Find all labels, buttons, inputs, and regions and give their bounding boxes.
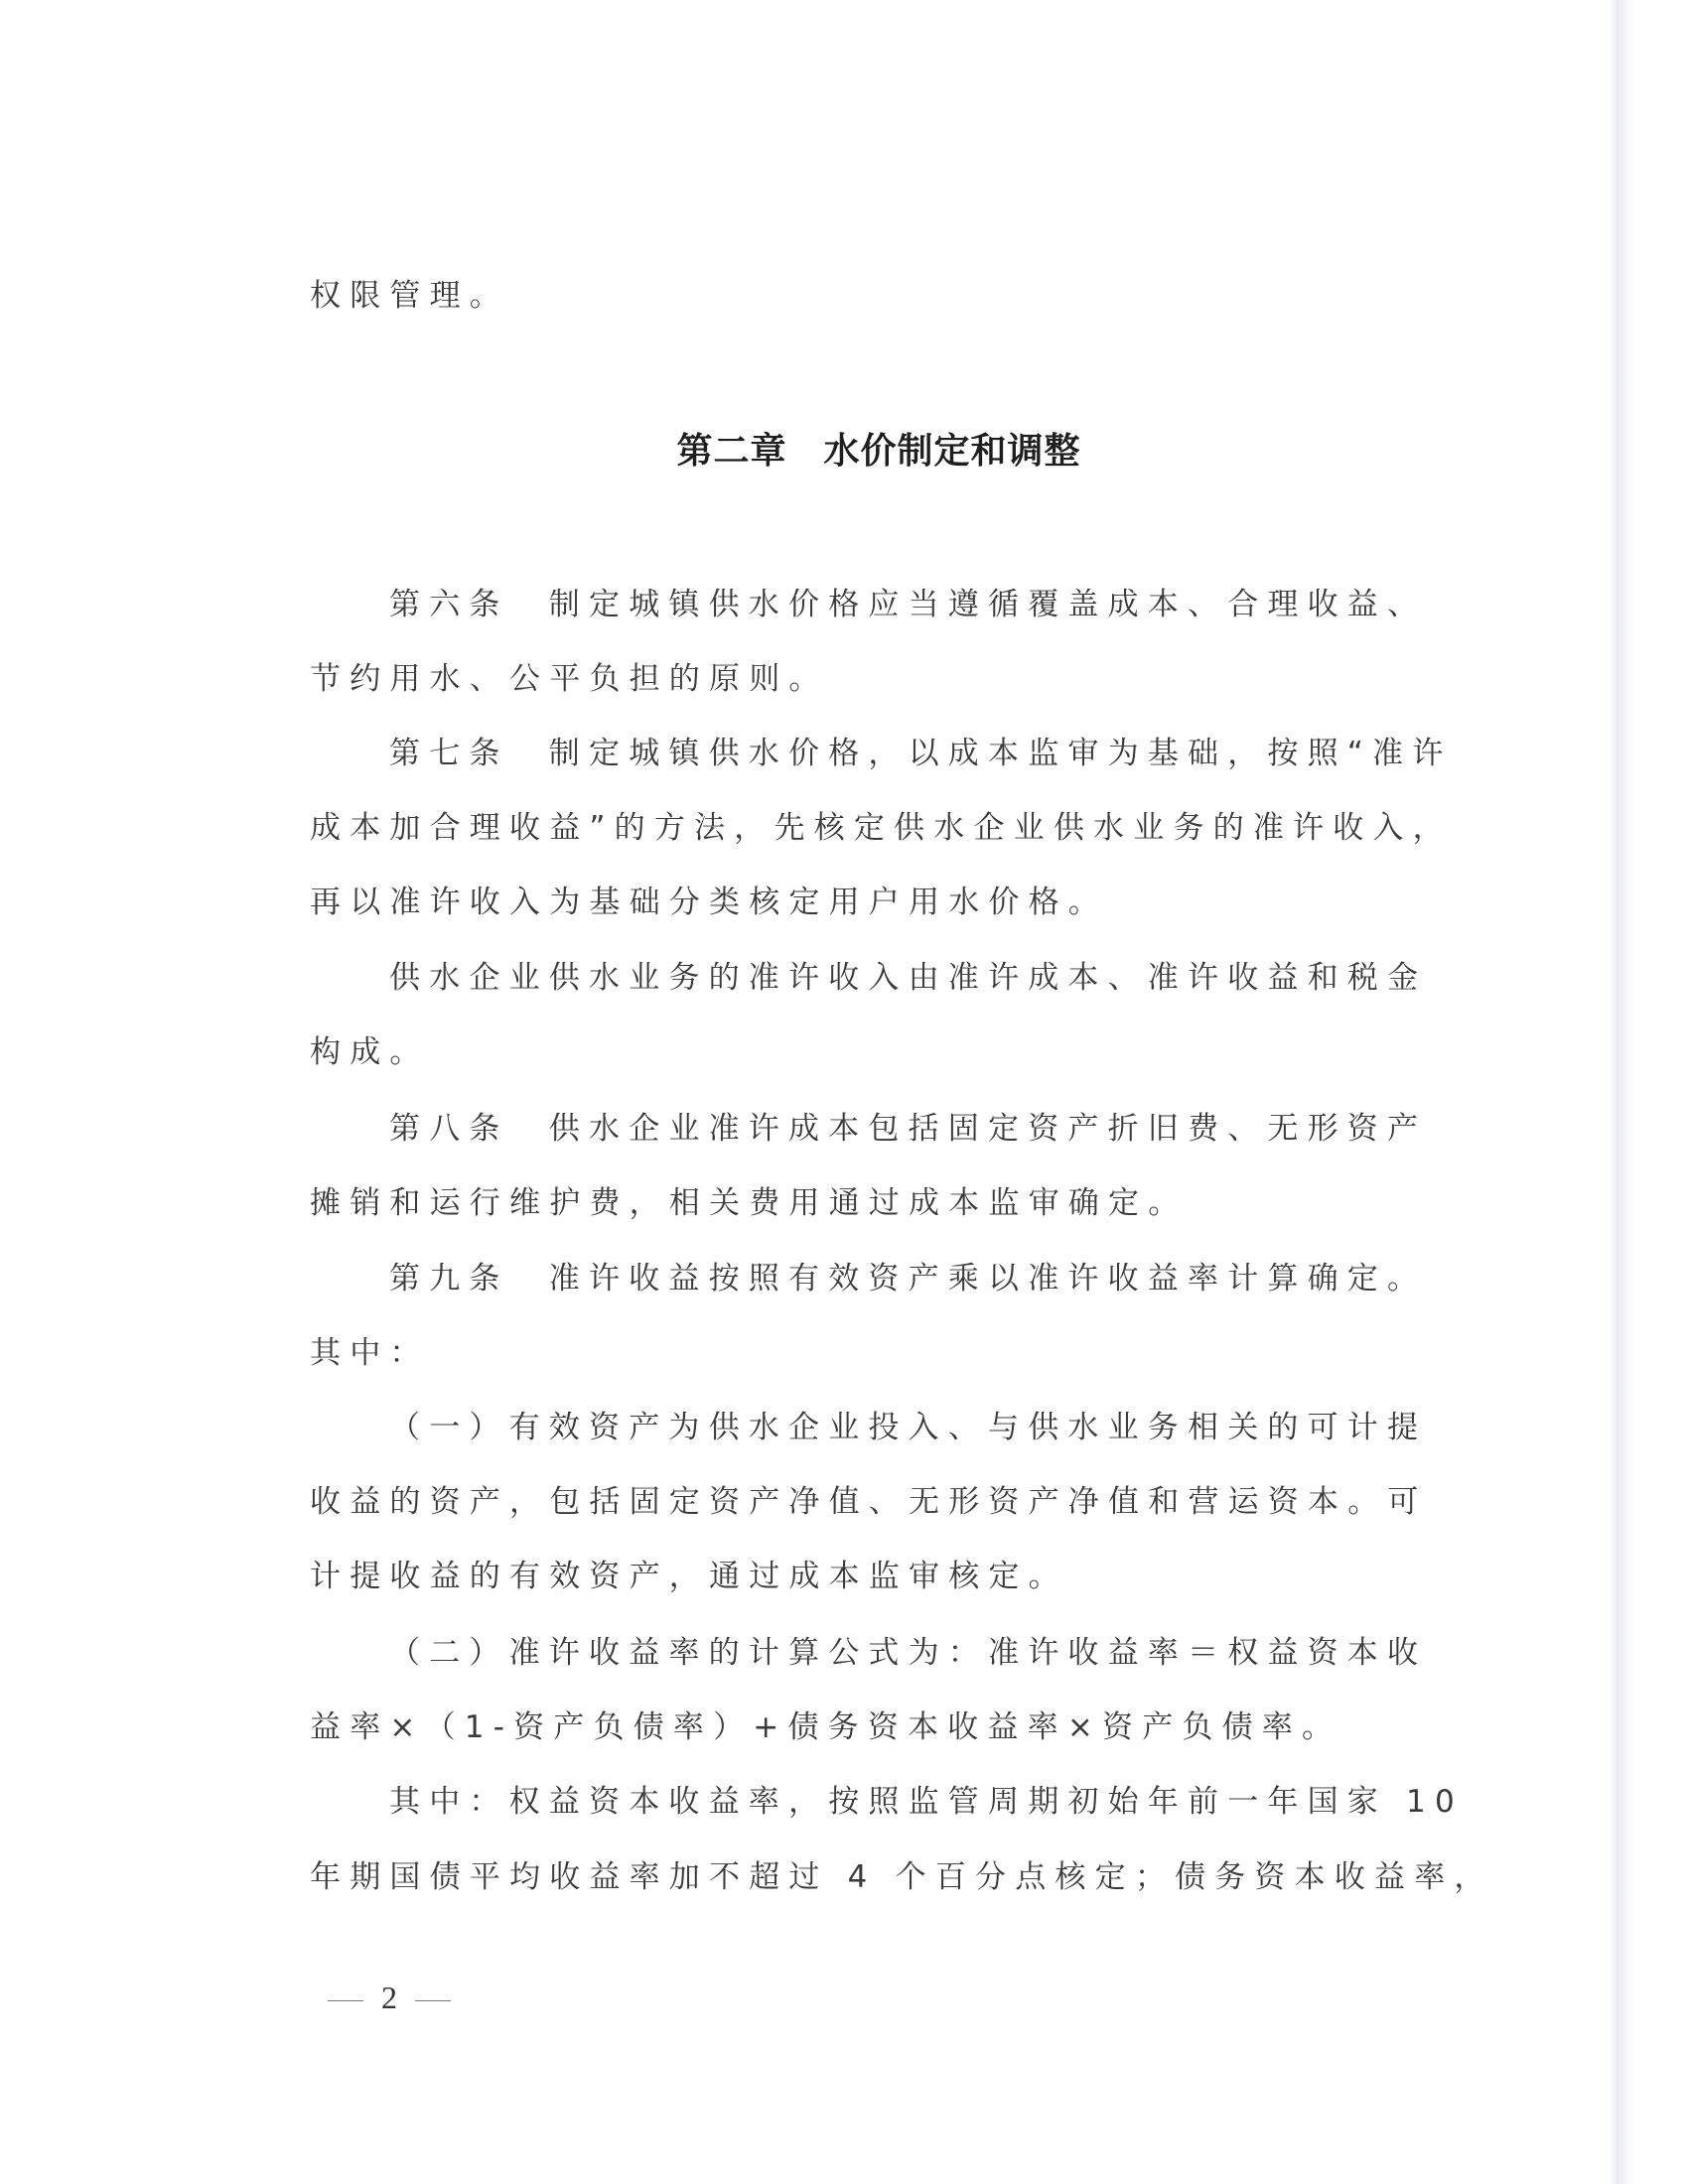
paragraph-line: 第九条 准许收益按照有效资产乘以准许收益率计算确定。 xyxy=(389,1261,1428,1297)
paragraph-line: 计提收益的有效资产，通过成本监审核定。 xyxy=(310,1559,1068,1594)
page-number xyxy=(310,1976,469,2019)
paragraph-line: 权限管理。 xyxy=(310,278,509,314)
paragraph-line: 年期国债平均收益率加不超过 4 个百分点核定；债务资本收益率， xyxy=(310,1859,1494,1895)
paragraph-line: 收益的资产，包括固定资产净值、无形资产净值和营运资本。可 xyxy=(310,1484,1428,1520)
paragraph-line: 成本加合理收益”的方法，先核定供水企业供水业务的准许收入， xyxy=(310,810,1453,846)
paragraph-line: 摊销和运行维护费，相关费用通过成本监审确定。 xyxy=(310,1185,1189,1221)
scan-shadow-strip xyxy=(1609,0,1636,2184)
paragraph-line: 益率×（1-资产负债率）+债务资本收益率×资产负债率。 xyxy=(310,1709,1342,1745)
paragraph-line: 其中： xyxy=(310,1335,430,1371)
paragraph-line: 第七条 制定城镇供水价格，以成本监审为基础，按照“准许 xyxy=(389,736,1453,771)
paragraph-line: 节约用水、公平负担的原则。 xyxy=(310,661,829,697)
paragraph-line: 其中：权益资本收益率，按照监管周期初始年前一年国家 10 xyxy=(389,1784,1464,1820)
paragraph-line: 再以准许收入为基础分类核定用户用水价格。 xyxy=(310,885,1108,920)
paragraph-line: 第八条 供水企业准许成本包括固定资产折旧费、无形资产 xyxy=(389,1111,1428,1147)
page-number-value: 2 xyxy=(381,1979,397,2015)
dash-right xyxy=(415,2000,451,2001)
chapter-heading: 第二章 水价制定和调整 xyxy=(676,431,1081,472)
paragraph-line: 第六条 制定城镇供水价格应当遵循覆盖成本、合理收益、 xyxy=(389,587,1428,622)
dash-left xyxy=(328,2000,363,2001)
paragraph-line: （二）准许收益率的计算公式为：准许收益率＝权益资本收 xyxy=(389,1635,1428,1671)
paragraph-line: （一）有效资产为供水企业投入、与供水业务相关的可计提 xyxy=(389,1410,1428,1445)
paragraph-line: 构成。 xyxy=(310,1034,430,1070)
paragraph-line: 供水企业供水业务的准许收入由准许成本、准许收益和税金 xyxy=(389,960,1428,996)
